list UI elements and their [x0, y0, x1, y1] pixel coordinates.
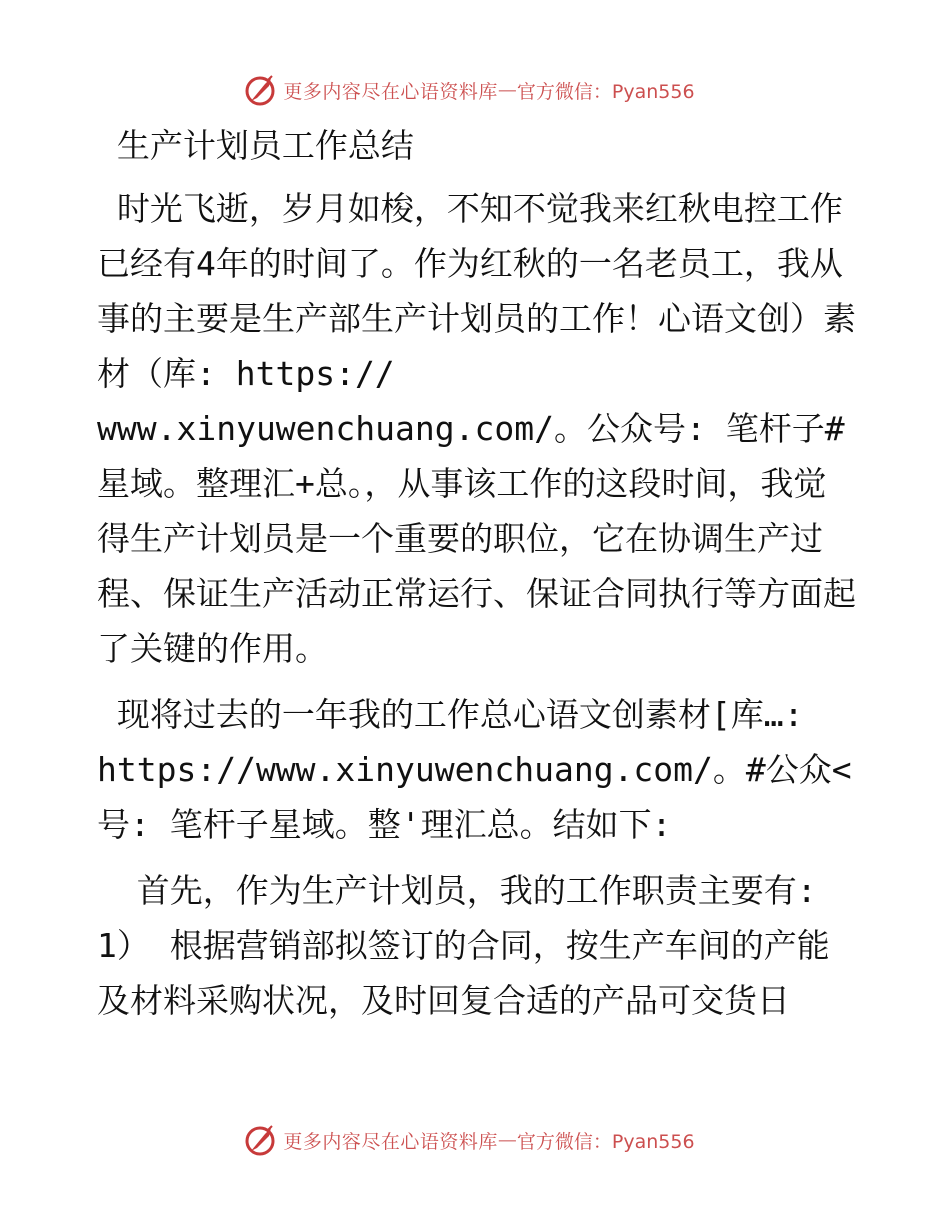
paragraph-intro: 时光飞逝，岁月如梭，不知不觉我来红秋电控工作已经有4年的时间了。作为红秋的一名老员工，我从事的主要是生产部生产计划员的工作！心语文创）素材（库: https:// www.xinyuwenchuang.com/。公众号: 笔杆子#星域。整理汇+总。，从事该工作的这段时间，我觉得生产计划员是一个重要的职位，它在协调生产过程、保证生产活动正常运行、保证合同执行等方面起了关键的作用。	[97, 189, 856, 668]
banner-dash: —	[497, 1129, 517, 1151]
quill-logo-icon	[245, 74, 277, 106]
document-title: 生产计划员工作总结	[97, 126, 414, 165]
banner-wechat: 官方微信：Pyan556	[516, 80, 695, 103]
paragraph-summary: 现将过去的一年我的工作总心语文创素材[库…: https://www.xinyuwenchuang.com/。#公众<号: 笔杆子星域。整'理汇总。结如下:	[97, 695, 852, 844]
banner-content	[245, 1124, 694, 1156]
footer-banner	[0, 1120, 950, 1160]
document-body	[97, 118, 857, 1039]
paragraph-duties: 首先，作为生产计划员，我的工作职责主要有: 1） 根据营销部拟签订的合同，按生产车间的产能及材料采购状况，及时回复合适的产品可交货日	[97, 871, 830, 1020]
banner-slogan: 更多内容尽在心语资料库	[283, 1130, 498, 1153]
banner-dash: —	[497, 79, 517, 101]
header-banner	[0, 70, 950, 110]
banner-wechat: 官方微信：Pyan556	[516, 1130, 695, 1153]
banner-content	[245, 74, 694, 106]
quill-logo-icon	[245, 1124, 277, 1156]
banner-slogan: 更多内容尽在心语资料库	[283, 80, 498, 103]
